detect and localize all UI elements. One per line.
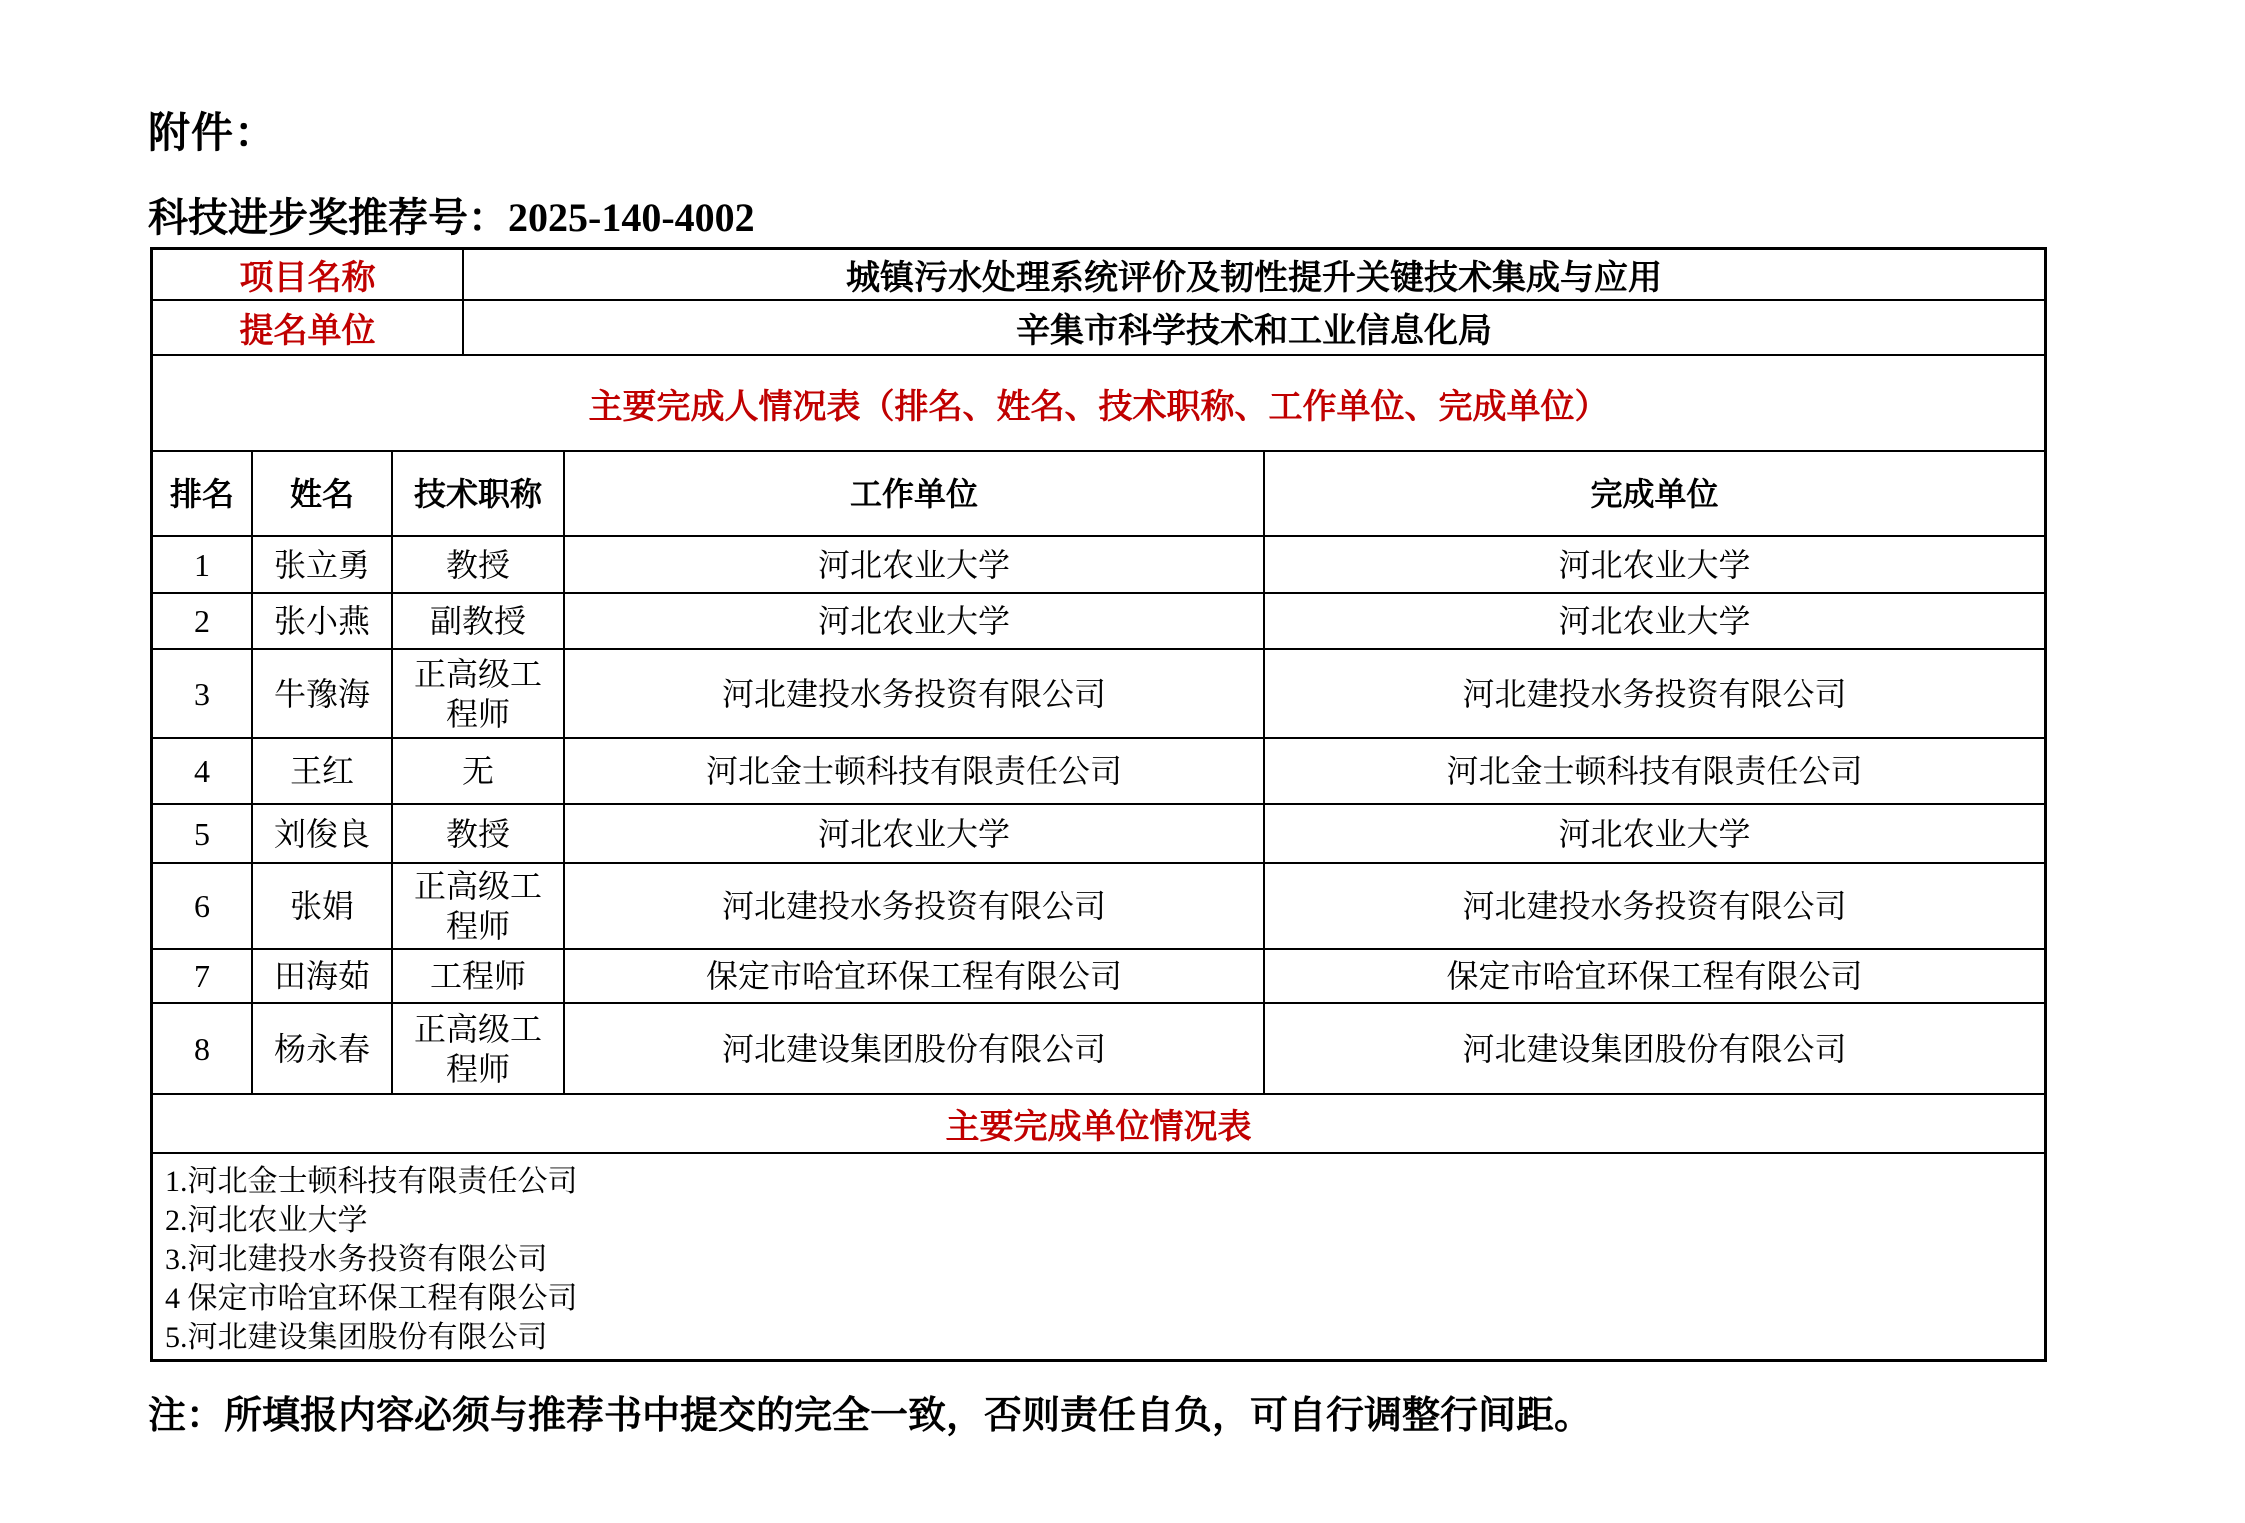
col-header-rank: 排名 xyxy=(153,452,253,537)
cell-rank: 7 xyxy=(153,950,253,1004)
recommendation-number: 2025-140-4002 xyxy=(508,195,755,240)
info-section xyxy=(153,250,2044,356)
cell-rank: 6 xyxy=(153,864,253,950)
cell-rank: 2 xyxy=(153,594,253,650)
cell-completing-unit: 保定市哈宜环保工程有限公司 xyxy=(1265,950,2044,1004)
cell-title: 教授 xyxy=(393,805,565,864)
cell-rank: 4 xyxy=(153,739,253,805)
recommendation-label: 科技进步奖推荐号： xyxy=(148,195,508,240)
cell-rank: 8 xyxy=(153,1004,253,1095)
cell-name: 张小燕 xyxy=(253,594,393,650)
completers-table xyxy=(153,452,2044,1095)
cell-name: 杨永春 xyxy=(253,1004,393,1095)
completing-units-list xyxy=(153,1154,2044,1359)
cell-name: 刘俊良 xyxy=(253,805,393,864)
cell-name: 王红 xyxy=(253,739,393,805)
cell-rank: 5 xyxy=(153,805,253,864)
nominating-unit-label: 提名单位 xyxy=(153,301,464,356)
col-header-completing-unit: 完成单位 xyxy=(1265,452,2044,537)
cell-completing-unit: 河北建投水务投资有限公司 xyxy=(1265,650,2044,739)
cell-completing-unit: 河北建投水务投资有限公司 xyxy=(1265,864,2044,950)
cell-completing-unit: 河北农业大学 xyxy=(1265,594,2044,650)
col-header-title: 技术职称 xyxy=(393,452,565,537)
cell-completing-unit: 河北农业大学 xyxy=(1265,537,2044,594)
cell-name: 牛豫海 xyxy=(253,650,393,739)
attachment-label: 附件： xyxy=(148,111,278,157)
cell-rank: 3 xyxy=(153,650,253,739)
cell-title: 正高级工程师 xyxy=(393,864,565,950)
cell-work-unit: 河北金士顿科技有限责任公司 xyxy=(565,739,1265,805)
recommendation-line xyxy=(148,186,755,243)
cell-work-unit: 河北农业大学 xyxy=(565,594,1265,650)
nominating-unit-value: 辛集市科学技术和工业信息化局 xyxy=(464,301,2044,356)
cell-title: 正高级工程师 xyxy=(393,1004,565,1095)
award-table xyxy=(150,247,2047,1362)
col-header-name: 姓名 xyxy=(253,452,393,537)
completing-unit-item: 1.河北金士顿科技有限责任公司 xyxy=(165,1165,578,1198)
cell-completing-unit: 河北农业大学 xyxy=(1265,805,2044,864)
cell-name: 张立勇 xyxy=(253,537,393,594)
cell-completing-unit: 河北建设集团股份有限公司 xyxy=(1265,1004,2044,1095)
completing-unit-item: 5.河北建设集团股份有限公司 xyxy=(165,1321,548,1354)
cell-title: 工程师 xyxy=(393,950,565,1004)
cell-title: 正高级工程师 xyxy=(393,650,565,739)
completing-unit-item: 3.河北建投水务投资有限公司 xyxy=(165,1243,548,1276)
cell-completing-unit: 河北金士顿科技有限责任公司 xyxy=(1265,739,2044,805)
cell-title: 教授 xyxy=(393,537,565,594)
cell-title: 副教授 xyxy=(393,594,565,650)
completers-table-title: 主要完成人情况表（排名、姓名、技术职称、工作单位、完成单位） xyxy=(153,356,2044,452)
cell-work-unit: 河北建投水务投资有限公司 xyxy=(565,864,1265,950)
col-header-work-unit: 工作单位 xyxy=(565,452,1265,537)
cell-name: 张娟 xyxy=(253,864,393,950)
project-name-label: 项目名称 xyxy=(153,250,464,301)
footer-note: 注：所填报内容必须与推荐书中提交的完全一致，否则责任自负，可自行调整行间距。 xyxy=(148,1395,1593,1437)
cell-rank: 1 xyxy=(153,537,253,594)
cell-work-unit: 河北建设集团股份有限公司 xyxy=(565,1004,1265,1095)
cell-title: 无 xyxy=(393,739,565,805)
cell-name: 田海茹 xyxy=(253,950,393,1004)
units-table-title: 主要完成单位情况表 xyxy=(153,1095,2044,1154)
project-name-value: 城镇污水处理系统评价及韧性提升关键技术集成与应用 xyxy=(464,250,2044,301)
completing-unit-item: 2.河北农业大学 xyxy=(165,1204,368,1237)
completing-unit-item: 4 保定市哈宜环保工程有限公司 xyxy=(165,1282,578,1315)
cell-work-unit: 保定市哈宜环保工程有限公司 xyxy=(565,950,1265,1004)
cell-work-unit: 河北农业大学 xyxy=(565,805,1265,864)
cell-work-unit: 河北建投水务投资有限公司 xyxy=(565,650,1265,739)
cell-work-unit: 河北农业大学 xyxy=(565,537,1265,594)
